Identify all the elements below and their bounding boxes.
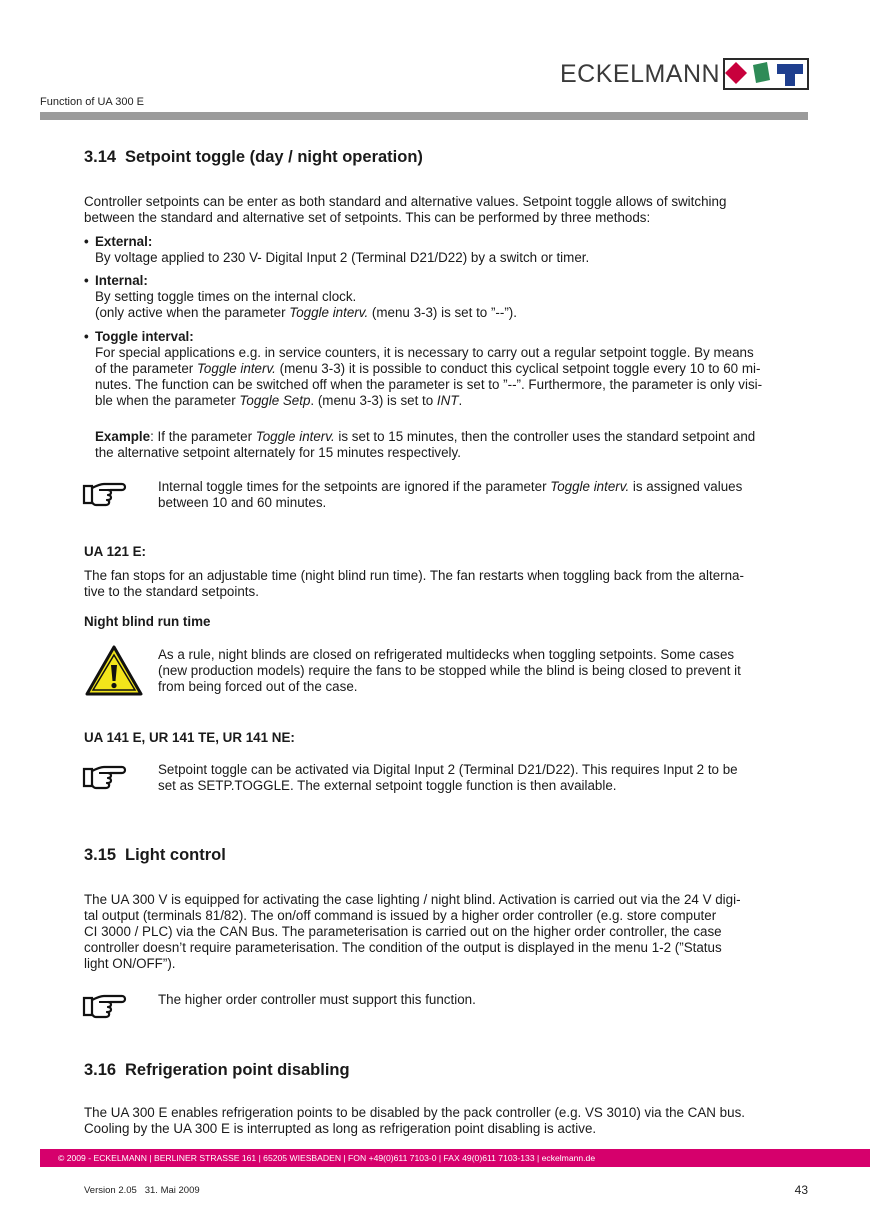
bullet-title: External:	[95, 234, 153, 249]
ua141-heading: UA 141 E, UR 141 TE, UR 141 NE:	[84, 730, 295, 745]
warning-icon	[85, 645, 143, 697]
section-title: Setpoint toggle (day / night operation)	[125, 148, 423, 166]
text-line: Setpoint toggle can be activated via Digital Input 2 (Terminal D21/D22). This requires Input 2 to be	[158, 762, 738, 777]
ua121-paragraph	[84, 568, 744, 600]
text-line: tive to the standard setpoints.	[84, 584, 259, 599]
refrigeration-disabling-paragraph	[84, 1105, 745, 1137]
section-heading-3-14	[84, 148, 423, 167]
text-line: (new production models) require the fans to be stopped while the blind is being closed to prevent it	[158, 663, 741, 678]
section-heading-3-15	[84, 846, 226, 865]
note-setpoint-toggle-input	[158, 762, 738, 794]
text-line: set as SETP.TOGGLE. The external setpoint toggle function is then available.	[158, 778, 617, 793]
note-internal-toggle	[158, 479, 742, 511]
text-line: The UA 300 E enables refrigeration points to be disabled by the pack controller (e.g. VS 3010) via the CAN bus.	[84, 1105, 745, 1120]
ua121-heading: UA 121 E:	[84, 544, 147, 559]
bullet-toggle-interval	[84, 329, 762, 409]
footer-copyright: © 2009 - ECKELMANN | BERLINER STRASSE 161 | 65205 WIESBADEN | FON +49(0)611 7103-0 | FAX 49(0)611 7103-133 | eckelmann.de	[58, 1153, 596, 1163]
section-title: Light control	[125, 846, 226, 864]
text-line: For special applications e.g. in service counters, it is necessary to carry out a regular setpoint toggle. By means	[95, 345, 754, 360]
text-line: ble when the parameter Toggle Setp. (menu 3-3) is set to INT.	[95, 393, 463, 408]
section-number: 3.14	[84, 148, 117, 166]
pointing-hand-icon	[82, 763, 128, 791]
example-paragraph	[95, 429, 755, 461]
header-divider	[40, 112, 808, 120]
bullet-dot: •	[84, 273, 89, 288]
text-line: between 10 and 60 minutes.	[158, 495, 327, 510]
text-line: By setting toggle times on the internal clock.	[95, 289, 357, 304]
section-number: 3.15	[84, 846, 117, 864]
bullet-title: Toggle interval:	[95, 329, 194, 344]
text-line: the alternative setpoint alternately for 15 minutes respectively.	[95, 445, 461, 460]
text-line: As a rule, night blinds are closed on refrigerated multidecks when toggling setpoints. Some cases	[158, 647, 735, 662]
pointing-hand-icon	[82, 992, 128, 1020]
pointing-hand-icon	[82, 480, 128, 508]
text-line: (only active when the parameter Toggle interv. (menu 3-3) is set to ”--”).	[95, 305, 517, 320]
text-line: Internal toggle times for the setpoints are ignored if the parameter Toggle interv. is assigned values	[158, 479, 743, 494]
note-higher-order-controller: The higher order controller must support this function.	[158, 992, 476, 1007]
page-number: 43	[794, 1183, 808, 1197]
section-number: 3.16	[84, 1061, 117, 1079]
bullet-dot: •	[84, 234, 89, 249]
text-line: The UA 300 V is equipped for activating the case lighting / night blind. Activation is carried out via the 24 V digi-	[84, 892, 741, 907]
version-info: Version 2.05 31. Mai 2009	[84, 1185, 200, 1196]
brand-name: ECKELMANN	[560, 60, 721, 88]
night-blind-heading: Night blind run time	[84, 614, 211, 629]
bullet-external	[84, 234, 589, 266]
text-line: By voltage applied to 230 V- Digital Input 2 (Terminal D21/D22) by a switch or timer.	[95, 250, 590, 265]
section-title: Refrigeration point disabling	[125, 1061, 350, 1079]
bullet-internal	[84, 273, 517, 321]
section-label: Function of UA 300 E	[40, 96, 144, 108]
text-line: nutes. The function can be switched off when the parameter is set to ”--”. Furthermore, the parameter is only visi-	[95, 377, 763, 392]
text-line: Example: If the parameter Toggle interv. is set to 15 minutes, then the controller uses the standard setpoint and	[95, 429, 756, 444]
brand-logo-icon	[723, 58, 809, 90]
text-line: The fan stops for an adjustable time (night blind run time). The fan restarts when toggling back from the alterna-	[84, 568, 744, 583]
text-line: tal output (terminals 81/82). The on/off command is issued by a higher order controller (e.g. store computer	[84, 908, 717, 923]
intro-paragraph	[84, 194, 726, 226]
text-line: CI 3000 / PLC) via the CAN Bus. The parameterisation is carried out on the higher order controller, the case	[84, 924, 722, 939]
bullet-title: Internal:	[95, 273, 148, 288]
bullet-dot: •	[84, 329, 89, 344]
warning-night-blind	[158, 647, 741, 695]
text-line: light ON/OFF”).	[84, 956, 176, 971]
section-heading-3-16	[84, 1061, 350, 1080]
text-line: between the standard and alternative set of setpoints. This can be performed by three methods:	[84, 210, 651, 225]
text-line: controller doesn’t require parameterisation. The condition of the output is displayed in the menu 1-2 (”Status	[84, 940, 722, 955]
light-control-paragraph	[84, 892, 741, 972]
text-line: of the parameter Toggle interv. (menu 3-3) it is possible to conduct this cyclical setpoint toggle every 10 to 60 mi-	[95, 361, 761, 376]
text-line: Cooling by the UA 300 E is interrupted as long as refrigeration point disabling is active.	[84, 1121, 597, 1136]
text-line: Controller setpoints can be enter as both standard and alternative values. Setpoint toggle allows of switching	[84, 194, 727, 209]
text-line: from being forced out of the case.	[158, 679, 358, 694]
brand-logo	[560, 56, 810, 90]
